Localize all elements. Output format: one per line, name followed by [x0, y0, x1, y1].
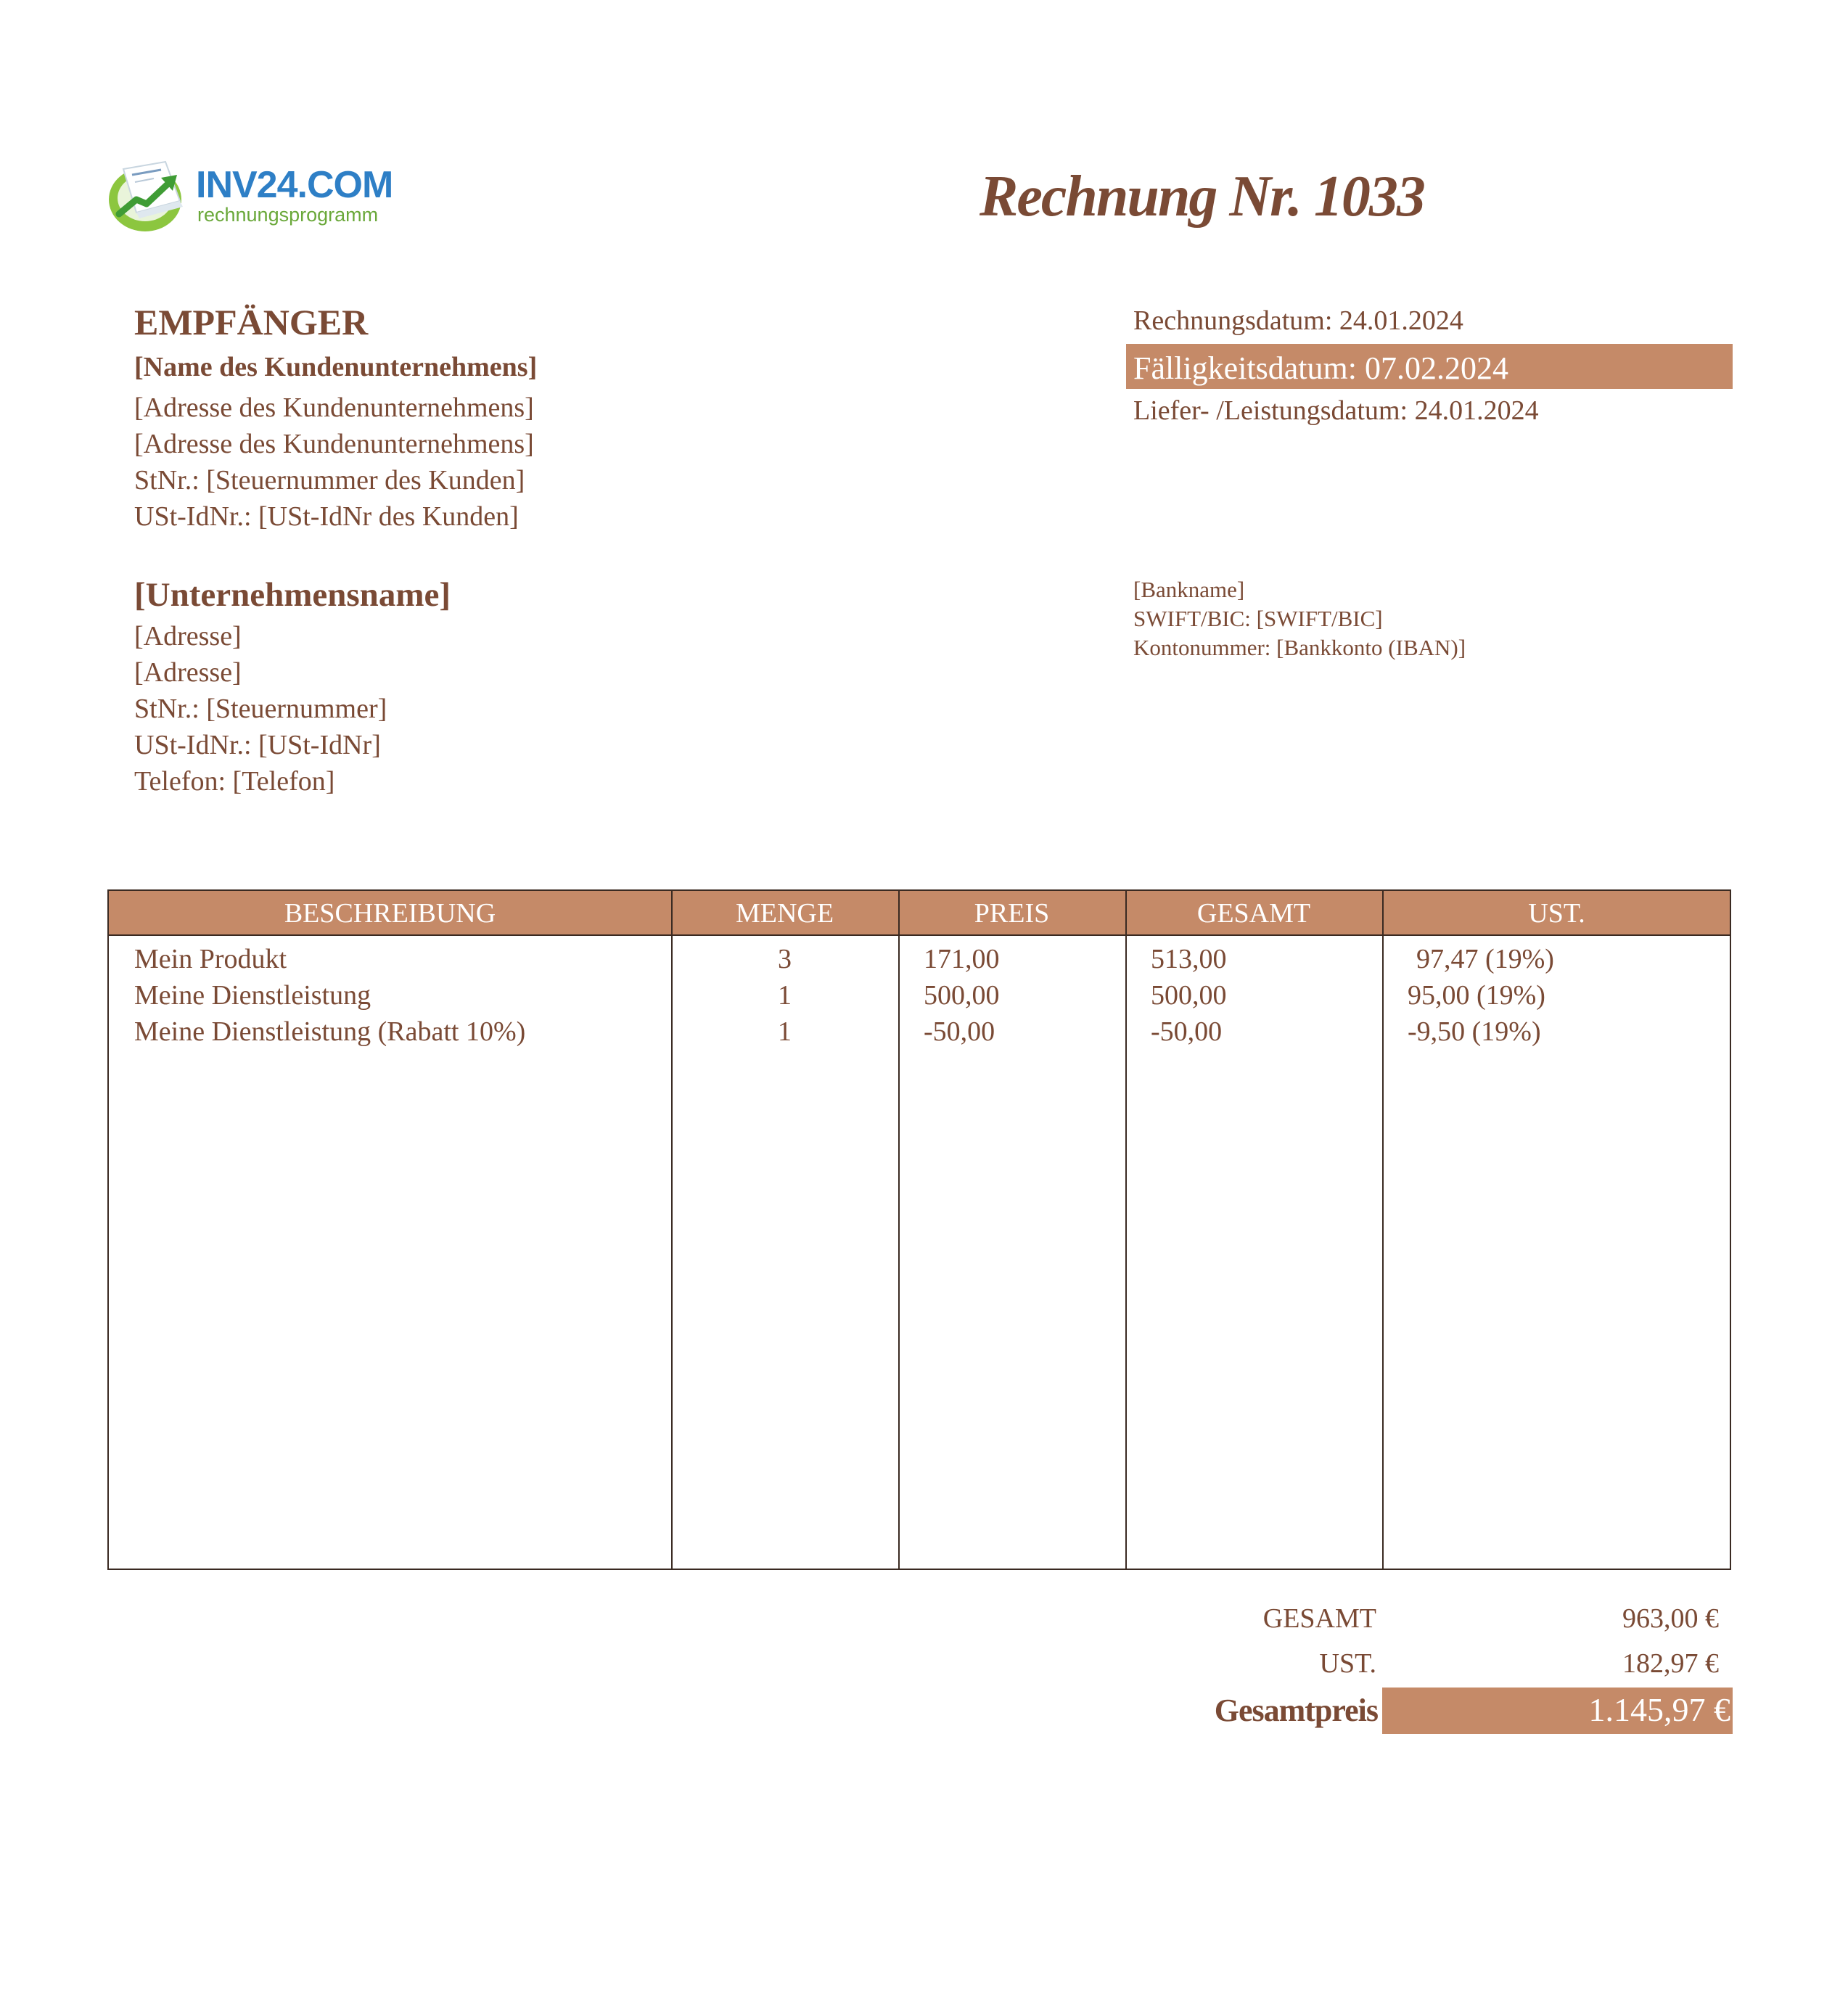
sender-company-name: [Unternehmensname] [134, 576, 451, 614]
logo-tagline: rechnungsprogramm [197, 204, 379, 226]
invoice-date: Rechnungsdatum: 24.01.2024 [1133, 305, 1463, 336]
column-header-quantity: MENGE [735, 898, 834, 929]
row-price: 500,00 [924, 980, 1000, 1011]
delivery-date: Liefer- /Leistungsdatum: 24.01.2024 [1133, 395, 1539, 426]
row-price: -50,00 [924, 1016, 995, 1047]
vat-total-label: UST. [1319, 1648, 1376, 1679]
net-total-value: 963,00 € [1622, 1603, 1719, 1634]
recipient-tax-number: StNr.: [Steuernummer des Kunden] [134, 465, 525, 496]
sender-address-line: [Adresse] [134, 657, 242, 688]
bank-account: Kontonummer: [Bankkonto (IBAN)] [1133, 635, 1466, 660]
sender-tax-number: StNr.: [Steuernummer] [134, 694, 387, 724]
row-description: Meine Dienstleistung (Rabatt 10%) [134, 1016, 526, 1047]
row-vat: -9,50 (19%) [1408, 1016, 1541, 1047]
recipient-address-line: [Adresse des Kundenunternehmens] [134, 392, 534, 423]
recipient-company-name: [Name des Kundenunternehmens] [134, 352, 538, 382]
sender-phone: Telefon: [Telefon] [134, 766, 335, 797]
row-total: -50,00 [1151, 1016, 1223, 1047]
recipient-vat-id: USt-IdNr.: [USt-IdNr des Kunden] [134, 501, 519, 532]
row-total: 500,00 [1151, 980, 1227, 1011]
net-total-label: GESAMT [1262, 1603, 1376, 1634]
row-quantity: 1 [778, 1016, 792, 1047]
row-vat: 97,47 (19%) [1416, 944, 1554, 974]
column-divider [898, 891, 900, 1569]
brand-logo [107, 156, 393, 236]
column-header-price: PREIS [974, 898, 1050, 929]
grand-total-label: Gesamtpreis [1214, 1693, 1378, 1728]
row-vat: 95,00 (19%) [1408, 980, 1545, 1011]
grand-total-value: 1.145,97 € [1588, 1691, 1730, 1728]
row-quantity: 3 [778, 944, 792, 974]
sender-address-line: [Adresse] [134, 621, 242, 651]
recipient-heading: EMPFÄNGER [134, 302, 369, 342]
sender-vat-id: USt-IdNr.: [USt-IdNr] [134, 730, 381, 760]
row-total: 513,00 [1151, 944, 1227, 974]
logo-brand-text: INV24.COM [196, 164, 393, 206]
column-divider [1125, 891, 1127, 1569]
recipient-address-line: [Adresse des Kundenunternehmens] [134, 429, 534, 459]
column-header-total: GESAMT [1196, 898, 1311, 929]
items-table [107, 889, 1731, 1570]
due-date: Fälligkeitsdatum: 07.02.2024 [1133, 350, 1508, 386]
table-header-row [109, 891, 1730, 936]
column-header-description: BESCHREIBUNG [284, 898, 496, 929]
bank-name: [Bankname] [1133, 577, 1245, 602]
row-price: 171,00 [924, 944, 1000, 974]
row-description: Meine Dienstleistung [134, 980, 371, 1011]
invoice-title: Rechnung Nr. 1033 [980, 165, 1424, 229]
row-quantity: 1 [778, 980, 792, 1011]
column-divider [1382, 891, 1384, 1569]
invoice-document-arrow-icon [107, 156, 193, 236]
bank-swift: SWIFT/BIC: [SWIFT/BIC] [1133, 606, 1383, 631]
row-description: Mein Produkt [134, 944, 287, 974]
column-header-vat: UST. [1528, 898, 1585, 929]
vat-total-value: 182,97 € [1622, 1648, 1719, 1679]
